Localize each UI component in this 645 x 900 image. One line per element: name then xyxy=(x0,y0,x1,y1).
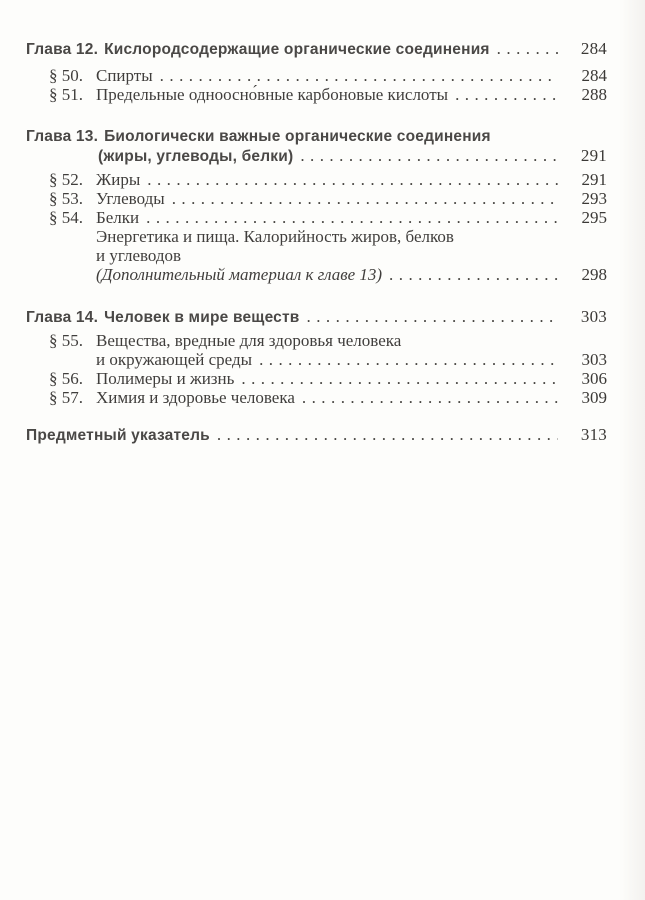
dot-leader xyxy=(160,66,558,85)
entry-continuation-row xyxy=(26,265,607,284)
dot-leader xyxy=(146,208,558,227)
section-row xyxy=(26,388,607,407)
chapter-title-continuation-row xyxy=(26,146,607,166)
section-title: Предельные одноосно́вные карбоновые кислоты xyxy=(96,85,449,104)
dot-leader xyxy=(455,85,558,104)
page-number: 291 xyxy=(581,170,607,189)
entry-title: и углеводов xyxy=(96,246,182,265)
section-number: § 51. xyxy=(49,85,83,104)
dot-leader xyxy=(307,307,558,326)
section-title: Вещества, вредные для здоровья человека xyxy=(96,331,402,350)
entry-title: и окружающей среды xyxy=(96,350,253,369)
supplementary-note: (Дополнительный материал к главе 13) xyxy=(96,265,383,284)
entry-continuation-row xyxy=(26,227,607,246)
page-number: 298 xyxy=(581,265,607,284)
section-number: § 53. xyxy=(49,189,83,208)
page-number: 295 xyxy=(581,208,607,227)
entry-title: Энергетика и пища. Калорийность жиров, белков xyxy=(96,227,454,246)
index-title: Предметный указатель xyxy=(26,427,210,444)
dot-leader xyxy=(259,350,558,369)
section-title: Полимеры и жизнь xyxy=(96,369,235,388)
section-row xyxy=(26,331,607,350)
section-number: § 55. xyxy=(49,331,83,350)
page-number: 293 xyxy=(581,189,607,208)
chapter-title: Биологически важные органические соединения xyxy=(104,128,491,145)
page-number: 303 xyxy=(580,307,607,326)
chapter-row xyxy=(26,127,607,146)
dot-leader xyxy=(241,369,558,388)
section-title: Химия и здоровье человека xyxy=(96,388,295,407)
entry-continuation-row xyxy=(26,246,607,265)
section-row xyxy=(26,66,607,85)
page-number: 306 xyxy=(581,369,607,388)
section-title: Спирты xyxy=(96,66,153,85)
page-number: 284 xyxy=(581,66,607,85)
dot-leader xyxy=(302,388,558,407)
chapter-label: Глава 13. xyxy=(26,128,99,145)
section-number: § 56. xyxy=(49,369,83,388)
section-number: § 54. xyxy=(49,208,83,227)
dot-leader xyxy=(300,146,558,165)
page-number: 309 xyxy=(581,388,607,407)
dot-leader xyxy=(172,189,558,208)
entry-continuation-row xyxy=(26,350,607,369)
index-row xyxy=(26,425,607,445)
section-row xyxy=(26,189,607,208)
section-title: Белки xyxy=(96,208,140,227)
chapter-title: Человек в мире веществ xyxy=(104,309,300,326)
page-number: 288 xyxy=(581,85,607,104)
section-row xyxy=(26,170,607,189)
chapter-row xyxy=(26,39,607,59)
section-row xyxy=(26,208,607,227)
section-number: § 50. xyxy=(49,66,83,85)
section-title: Углеводы xyxy=(96,189,165,208)
dot-leader xyxy=(389,265,558,284)
section-row xyxy=(26,85,607,104)
section-row xyxy=(26,369,607,388)
page-number: 291 xyxy=(580,146,607,165)
page-number: 313 xyxy=(580,425,607,444)
page-number: 303 xyxy=(581,350,607,369)
section-number: § 52. xyxy=(49,170,83,189)
chapter-label: Глава 12. xyxy=(26,41,99,58)
section-title: Жиры xyxy=(96,170,141,189)
dot-leader xyxy=(497,39,558,58)
page-number: 284 xyxy=(580,39,607,58)
chapter-title: Кислородсодержащие органические соединения xyxy=(104,41,490,58)
section-number: § 57. xyxy=(49,388,83,407)
dot-leader xyxy=(147,170,558,189)
dot-leader xyxy=(217,425,558,444)
chapter-row xyxy=(26,307,607,327)
chapter-label: Глава 14. xyxy=(26,309,99,326)
chapter-title-continuation: (жиры, углеводы, белки) xyxy=(98,148,294,165)
table-of-contents xyxy=(26,39,607,445)
